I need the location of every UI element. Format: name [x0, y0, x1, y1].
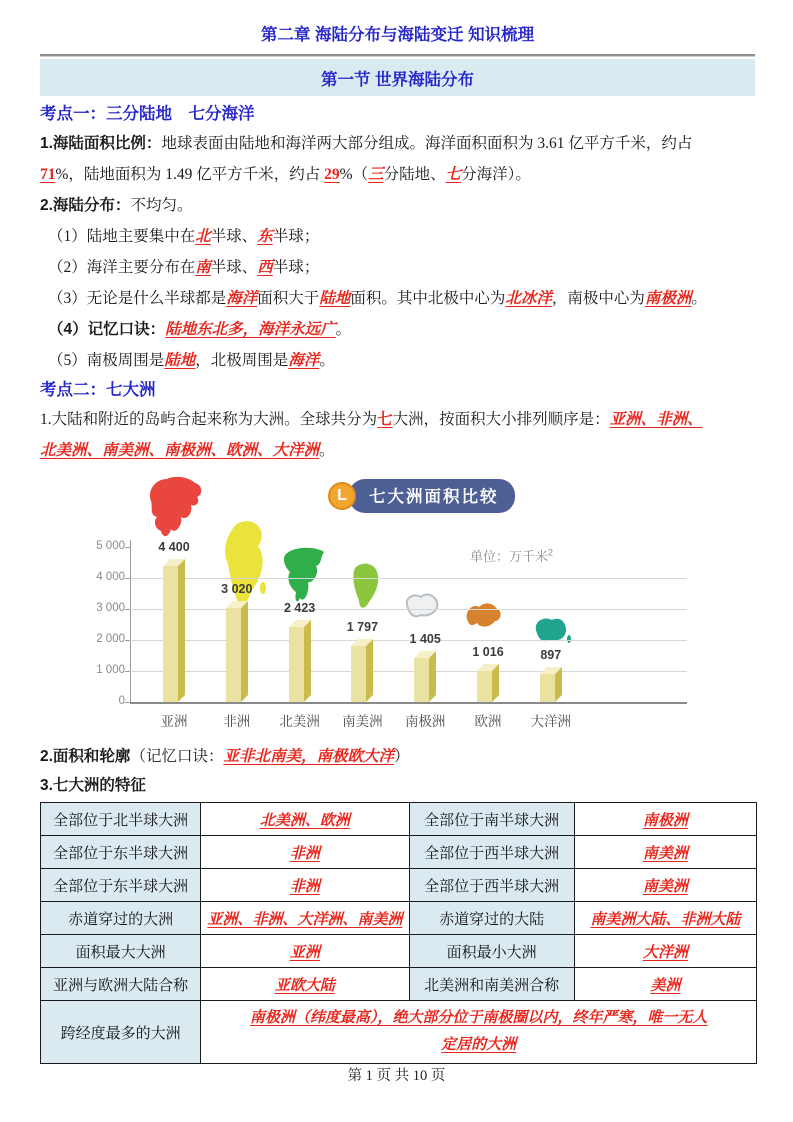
table-label-cell: 全部位于南半球大洲	[409, 803, 574, 836]
b-side	[241, 601, 248, 702]
table-label-cell: 面积最大大洲	[41, 935, 201, 968]
text-line: 2.面积和轮廓（记忆口诀：亚非北南美，南极欧大洋）	[40, 748, 410, 765]
b-front	[289, 627, 304, 702]
asia-silhouette-icon	[145, 472, 205, 542]
table-answer-cell: 南极洲	[574, 803, 756, 836]
y-axis-tick-label: 0	[118, 695, 125, 707]
table-row	[41, 803, 757, 836]
table-answer-cell: 南美洲	[574, 869, 756, 902]
y-axis-tick-label: 3 000	[96, 602, 125, 614]
table-label-cell: 赤道穿过的大洲	[41, 902, 201, 935]
table-row	[41, 836, 757, 869]
bar-南美洲	[351, 646, 373, 702]
section-banner	[40, 59, 755, 96]
south-america-silhouette-icon	[347, 560, 383, 612]
table-answer-cell: 亚洲	[201, 935, 409, 968]
table-answer-cell: 南极洲（纬度最高），绝大部分位于南极圈以内，终年严寒，唯一无人定居的大洲	[201, 1001, 757, 1064]
y-axis-tick-label: 4 000	[96, 571, 125, 583]
chart-title-badge	[328, 479, 515, 513]
text-line: 1.海陆面积比例：地球表面由陆地和海洋两大部分组成。海洋面积面积为 3.61 亿平方千米，约占	[40, 135, 693, 152]
bar-value-label: 897	[540, 648, 562, 662]
text-line: （5）南极周围是陆地，北极周围是海洋。	[48, 352, 335, 369]
table-answer-cell: 亚洲、非洲、大洋洲、南美洲	[201, 902, 409, 935]
b-front	[351, 646, 366, 702]
continent-area-bar-chart	[95, 474, 695, 736]
gridline	[130, 609, 687, 610]
bar-非洲	[226, 608, 248, 702]
y-axis-tick	[125, 547, 130, 548]
y-axis-tick-label: 2 000	[96, 633, 125, 645]
b-front	[540, 674, 555, 702]
text-line: （4）记忆口诀：陆地东北多，海洋永远广。	[48, 321, 352, 338]
bar-value-label: 1 405	[409, 632, 441, 646]
bar-欧洲	[477, 671, 499, 702]
title-divider	[40, 54, 755, 57]
table-label-cell: 全部位于东半球大洲	[41, 836, 201, 869]
table-label-cell: 面积最小大洲	[409, 935, 574, 968]
y-axis-tick-label: 1 000	[96, 664, 125, 676]
bar-category-label: 欧洲	[474, 714, 502, 729]
bar-大洋洲	[540, 674, 562, 702]
b-side	[429, 651, 436, 702]
bar-北美洲	[289, 627, 311, 702]
bar-category-label: 南极洲	[404, 714, 446, 729]
bar-category-label: 南美洲	[342, 714, 383, 729]
y-axis	[130, 540, 131, 702]
text-line: （3）无论是什么半球都是海洋面积大于陆地面积。其中北极中心为北冰洋，南极中心为南极洲。	[48, 290, 707, 307]
oceania-silhouette-icon	[530, 612, 572, 647]
page-content	[40, 0, 755, 1064]
table-row	[41, 869, 757, 902]
table-answer-cell: 非洲	[201, 836, 409, 869]
gridline	[130, 671, 687, 672]
bar-category-label: 亚洲	[160, 714, 188, 729]
continent-features-table	[40, 802, 757, 1064]
y-axis-tick-label: 5 000	[96, 540, 125, 552]
europe-silhouette-icon	[463, 599, 505, 632]
table-answer-cell: 南美洲大陆、非洲大陆	[574, 902, 756, 935]
table-label-cell: 全部位于东半球大洲	[41, 869, 201, 902]
x-axis	[130, 702, 687, 704]
page-number: 第 1 页 共 10 页	[347, 1068, 446, 1084]
doc-title: 第二章 海陆分布与海陆变迁 知识梳理	[260, 26, 535, 44]
table-label-cell: 全部位于北半球大洲	[41, 803, 201, 836]
b-front	[163, 566, 178, 702]
table-row	[41, 968, 757, 1001]
b-side	[178, 559, 185, 702]
b-side	[304, 620, 311, 702]
table-label-cell: 赤道穿过的大陆	[409, 902, 574, 935]
bar-value-label: 3 020	[221, 582, 253, 596]
b-front	[226, 608, 241, 702]
unit-label: 单位：万千米$^2$	[470, 547, 554, 564]
text-line: （1）陆地主要集中在北半球、东半球；	[48, 228, 320, 245]
bar-value-label: 1 016	[472, 645, 504, 659]
section-title: 第一节 世界海陆分布	[320, 70, 475, 89]
table-row	[41, 902, 757, 935]
table-label-cell: 北美洲和南美洲合称	[409, 968, 574, 1001]
table-answer-cell: 亚欧大陆	[201, 968, 409, 1001]
chart-title: 七大洲面积比较	[349, 479, 515, 513]
bar-category-label: 大洋洲	[530, 714, 572, 729]
key-point-1-heading: 考点一：三分陆地 七分海洋	[40, 105, 255, 123]
text-line: 1.大陆和附近的岛屿合起来称为大洲。全球共分为七大洲，按面积大小排列顺序是：亚洲、非洲、	[40, 411, 703, 428]
b-front	[414, 658, 429, 702]
text-line: 71%，陆地面积为 1.49 亿平方千米，约占 29%（三分陆地、七分海洋）。	[40, 166, 531, 183]
table-label-cell: 全部位于西半球大洲	[409, 869, 574, 902]
bar-category-label: 北美洲	[279, 714, 320, 729]
table-label-cell: 亚洲与欧洲大陆合称	[41, 968, 201, 1001]
table-answer-cell: 美洲	[574, 968, 756, 1001]
table-answer-cell: 南美洲	[574, 836, 756, 869]
antarctica-silhouette-icon	[403, 589, 441, 621]
key-point-2-heading: 考点二：七大洲	[40, 381, 156, 399]
table-row	[41, 935, 757, 968]
table-answer-cell: 北美洲、欧洲	[201, 803, 409, 836]
bar-亚洲	[163, 566, 185, 702]
l-badge-icon: L	[328, 482, 356, 510]
table-answer-cell: 大洋洲	[574, 935, 756, 968]
table-label-cell: 跨经度最多的大洲	[41, 1001, 201, 1064]
text-line: 2.海陆分布：不均匀。	[40, 197, 193, 214]
bar-南极洲	[414, 658, 436, 702]
table-answer-cell: 非洲	[201, 869, 409, 902]
key-point-2-body	[40, 404, 755, 466]
y-axis-tick	[125, 702, 130, 703]
b-front	[477, 671, 492, 702]
after-chart-body	[40, 742, 755, 800]
text-line: 北美洲、南美洲、南极洲、欧洲、大洋洲。	[40, 442, 335, 459]
b-side	[366, 639, 373, 702]
bar-value-label: 1 797	[346, 620, 379, 634]
africa-silhouette-icon	[222, 516, 268, 614]
table-row	[41, 1001, 757, 1064]
text-line: 3.七大洲的特征	[40, 777, 146, 794]
bar-value-label: 4 400	[158, 540, 190, 554]
bar-value-label: 2 423	[283, 601, 316, 615]
table-label-cell: 全部位于西半球大洲	[409, 836, 574, 869]
key-point-1-body	[40, 128, 755, 376]
gridline	[130, 578, 687, 579]
bar-category-label: 非洲	[223, 714, 251, 729]
text-line: （2）海洋主要分布在南半球、西半球；	[48, 259, 320, 276]
